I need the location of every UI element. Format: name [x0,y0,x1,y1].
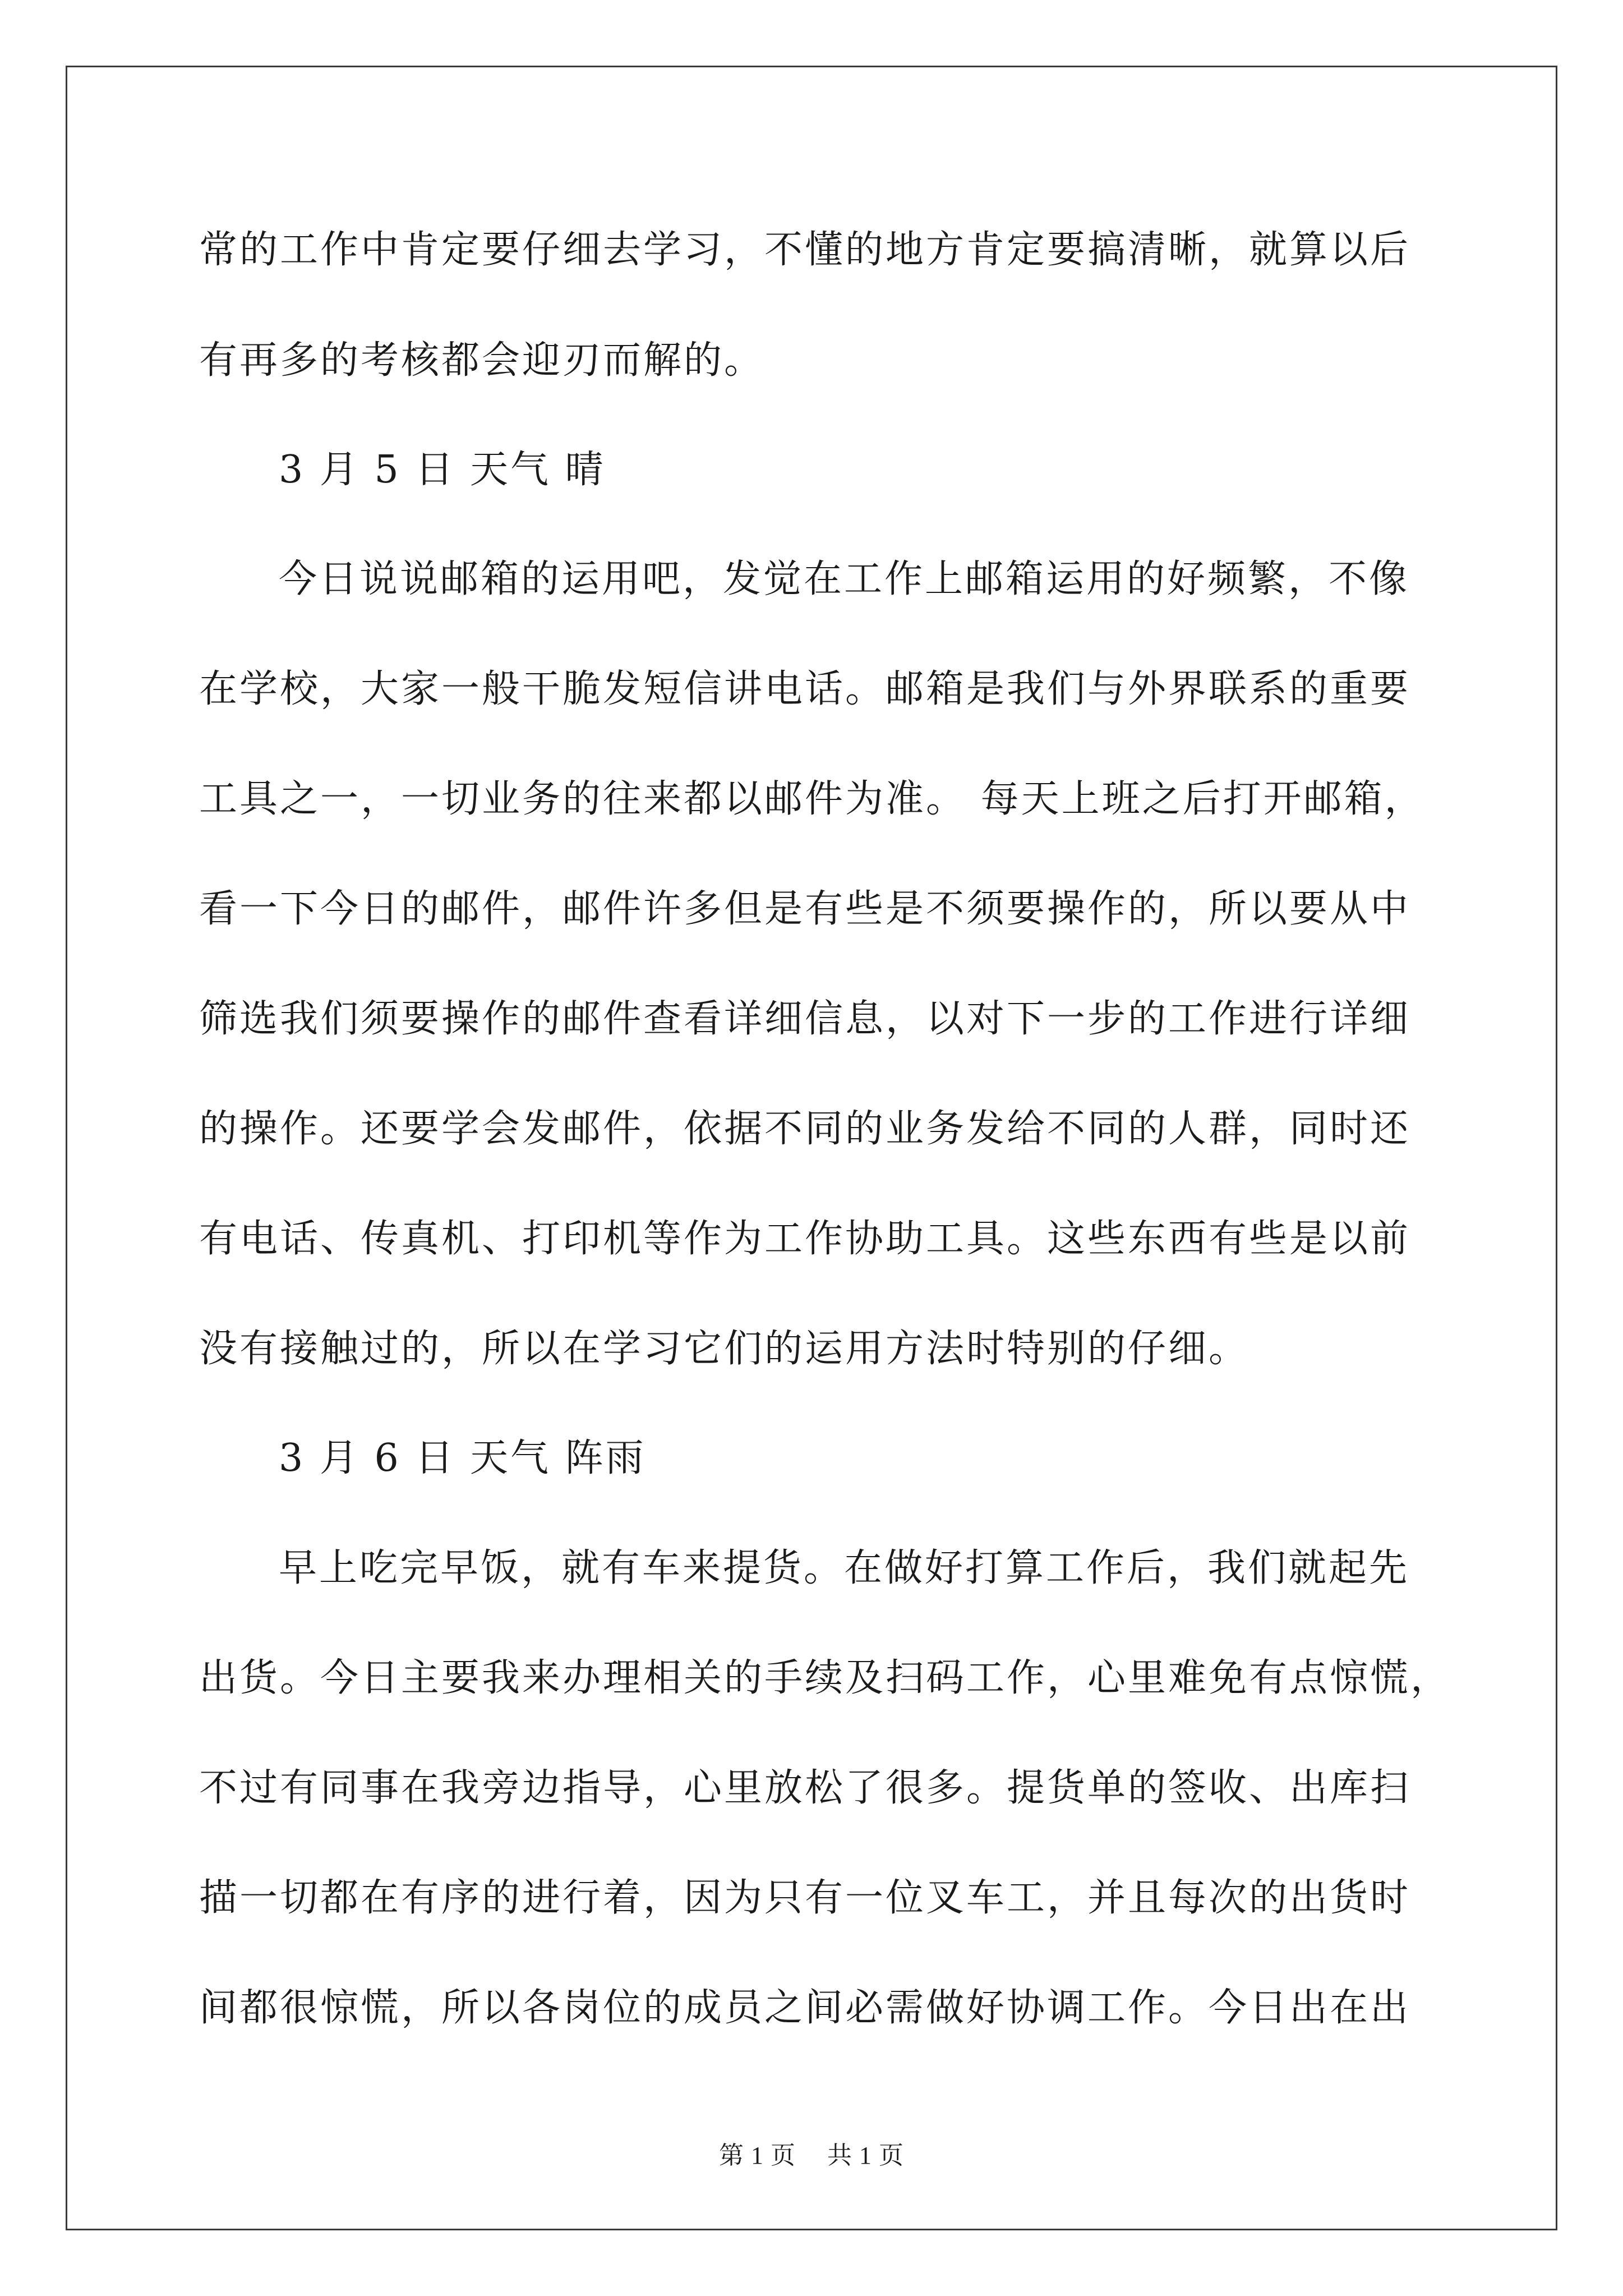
text-line: 有再多的考核都会迎刃而解的。 [199,338,765,383]
page-number: 第 1 页 [719,2142,796,2169]
text-line: 间都很惊慌，所以各岗位的成员之间必需做好协调工作。今日出在出 [199,1986,1411,2030]
text-line: 看一下今日的邮件，邮件许多但是有些是不须要操作的，所以要从中 [199,887,1411,931]
text-line: 描一切都在有序的进行着，因为只有一位叉车工，并且每次的出货时 [199,1876,1411,1920]
text-line: 没有接触过的，所以在学习它们的运用方法时特别的仔细。 [199,1327,1249,1371]
text-line: 在学校，大家一般干脆发短信讲电话。邮箱是我们与外界联系的重要 [199,667,1411,711]
page-total: 共 1 页 [827,2142,904,2169]
page-footer [0,2135,1623,2171]
text-line: 常的工作中肯定要仔细去学习，不懂的地方肯定要搞清晰，就算以后 [199,228,1411,272]
text-line: 筛选我们须要操作的邮件查看详细信息，以对下一步的工作进行详细 [199,997,1411,1041]
text-line: 今日说说邮箱的运用吧，发觉在工作上邮箱运用的好频繁，不像 [279,557,1410,601]
text-line: 出货。今日主要我来办理相关的手续及扫码工作，心里难免有点惊慌， [199,1656,1451,1700]
text-line: 的操作。还要学会发邮件，依据不同的业务发给不同的人群，同时还 [199,1107,1411,1151]
text-line: 早上吃完早饭，就有车来提货。在做好打算工作后，我们就起先 [279,1546,1410,1590]
text-line: 不过有同事在我旁边指导，心里放松了很多。提货单的签收、出库扫 [199,1766,1411,1810]
text-line: 有电话、传真机、打印机等作为工作协助工具。这些东西有些是以前 [199,1217,1411,1261]
text-line: 工具之一，一切业务的往来都以邮件为准。 每天上班之后打开邮箱， [199,777,1425,821]
diary-date-heading: 3 月 5 日 天气 晴 [279,448,606,492]
diary-date-heading: 3 月 6 日 天气 阵雨 [279,1436,646,1480]
